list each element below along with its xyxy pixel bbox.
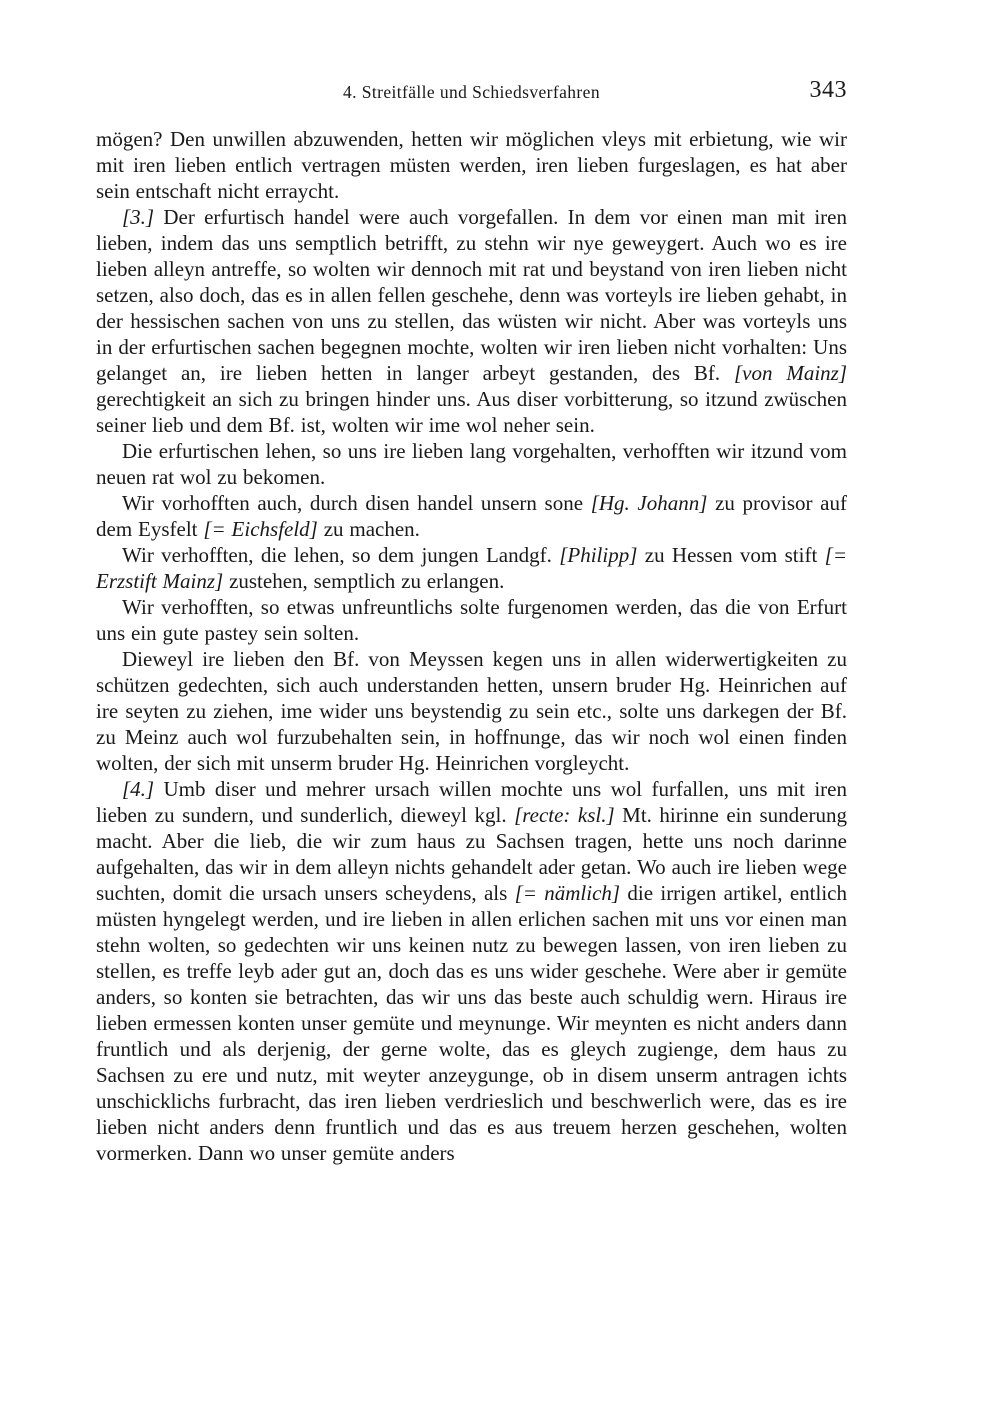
editorial-note: [recte: ksl.] bbox=[514, 803, 615, 827]
text-segment: zu machen. bbox=[317, 517, 420, 541]
text-segment: Wir verhofften, so etwas unfreuntlichs solte furgenomen werden, das die von Erfurt uns ein gute pastey sein solten. bbox=[96, 595, 847, 645]
text-block bbox=[96, 77, 848, 1166]
paragraph bbox=[96, 204, 847, 438]
paragraph bbox=[96, 594, 847, 646]
paragraph bbox=[96, 438, 847, 490]
text-segment: gerechtigkeit an sich zu bringen hinder uns. Aus diser vorbitterung, so itzund zwüschen seiner lieb und dem Bf. ist, wolten wir ime wol neher sein. bbox=[96, 387, 847, 437]
section-title: 4. Streitfälle und Schiedsverfahren bbox=[343, 82, 600, 102]
text-segment: Umb diser und mehrer ursach willen mochte uns wol furfallen, uns mit iren lieben zu sundern, und sunderlich, dieweyl kgl. bbox=[96, 777, 847, 827]
page-body bbox=[96, 126, 847, 1166]
text-segment: Die erfurtischen lehen, so uns ire lieben lang vorgehalten, verhofften wir itzund vom neuen rat wol zu bekomen. bbox=[96, 439, 847, 489]
text-segment: mögen? Den unwillen abzuwenden, hetten wir möglichen vleys mit erbietung, wie wir mit iren lieben entlich vertragen müsten werden, iren lieben furgeslagen, es hat aber sein entschaft nicht erraycht. bbox=[96, 127, 847, 203]
text-segment: zu Hessen vom stift bbox=[637, 543, 825, 567]
text-segment: Mt. hirinne ein sunderung macht. Aber die lieb, die wir zum haus zu Sachsen tragen, hette uns noch darinne aufgehalten, das wir in dem alleyn nichts gehandelt ader getan. Wo auch ire lieben wege suchten, domit die ursach unsers scheydens, als bbox=[96, 803, 847, 905]
editorial-note: [Hg. Johann] bbox=[590, 491, 708, 515]
paragraph bbox=[96, 542, 847, 594]
text-segment: zu provisor auf dem Eysfelt bbox=[96, 491, 847, 541]
editorial-note: [= nämlich] bbox=[514, 881, 621, 905]
text-segment: die irrigen artikel, entlich müsten hyngelegt werden, und ire lieben in allen erlichen sachen mit uns vor einen man stehn wolten, so gedechten wir uns keinen nutz zu bewegen lassen, von iren lieben zu stellen, es treffe leyb ader gut an, doch das es uns wider geschehe. Were aber ir gemüte anders, so konten sie betrachten, das wir uns das beste auch schuldig wern. Hiraus ire lieben ermessen konten unser gemüte und meynunge. Wir meynten es nicht anders dann fruntlich und als derjenig, der gerne wolte, das es gleych zugienge, dem haus zu Sachsen zu ere und nutz, mit weyter anzeygunge, ob in disem unserm antragen ichts unschicklichs furbracht, das iren lieben verdrieslich und beschwerlich were, das es ire lieben nicht anders denn fruntlich und das es aus treuem herzen geschehen, wolten vormerken. Dann wo unser gemüte anders bbox=[96, 881, 847, 1165]
editorial-note: [4.] bbox=[122, 777, 155, 801]
editorial-note: [= Eichsfeld] bbox=[203, 517, 318, 541]
paragraph bbox=[96, 126, 847, 204]
paragraph bbox=[96, 646, 847, 776]
text-segment: Wir verhofften, die lehen, so dem jungen Landgf. bbox=[122, 543, 560, 567]
editorial-note: [= Erzstift Mainz] bbox=[96, 543, 847, 593]
text-segment: zustehen, semptlich zu erlangen. bbox=[223, 569, 505, 593]
text-segment: Dieweyl ire lieben den Bf. von Meyssen kegen uns in allen widerwertigkeiten zu schützen gedechten, sich auch understanden hetten, unsern bruder Hg. Heinrichen auf ire seyten zu ziehen, ime wider uns beystendig zu sein etc., solte uns darkegen der Bf. zu Meinz auch wol furzubehalten sein, in hoffnunge, das wir noch wol einen finden wolten, der sich mit unserm bruder Hg. Heinrichen vorgleycht. bbox=[96, 647, 847, 775]
page-number: 343 bbox=[809, 77, 847, 103]
editorial-note: [Philipp] bbox=[559, 543, 638, 567]
paragraph bbox=[96, 776, 847, 1166]
editorial-note: [3.] bbox=[122, 205, 155, 229]
text-segment: Der erfurtisch handel were auch vorgefallen. In dem vor einen man mit iren lieben, indem das uns semptlich betrifft, zu stehn wir nye geweygert. Auch wo es ire lieben alleyn antreffe, so wolten wir dennoch mit rat und beystand von iren lieben nicht setzen, also doch, das es in allen fellen geschehe, denn was vorteyls ire lieben gehabt, in der hessischen sachen von uns zu stellen, das wüsten wir nicht. Aber was vorteyls uns in der erfurtischen sachen begegnen mochte, wolten wir iren lieben nicht vorhalten: Uns gelanget an, ire lieben hetten in langer arbeyt gestanden, des Bf. bbox=[96, 205, 847, 385]
text-segment: Wir vorhofften auch, durch disen handel unsern sone bbox=[122, 491, 591, 515]
running-header bbox=[96, 77, 847, 108]
paragraph bbox=[96, 490, 847, 542]
editorial-note: [von Mainz] bbox=[734, 361, 848, 385]
